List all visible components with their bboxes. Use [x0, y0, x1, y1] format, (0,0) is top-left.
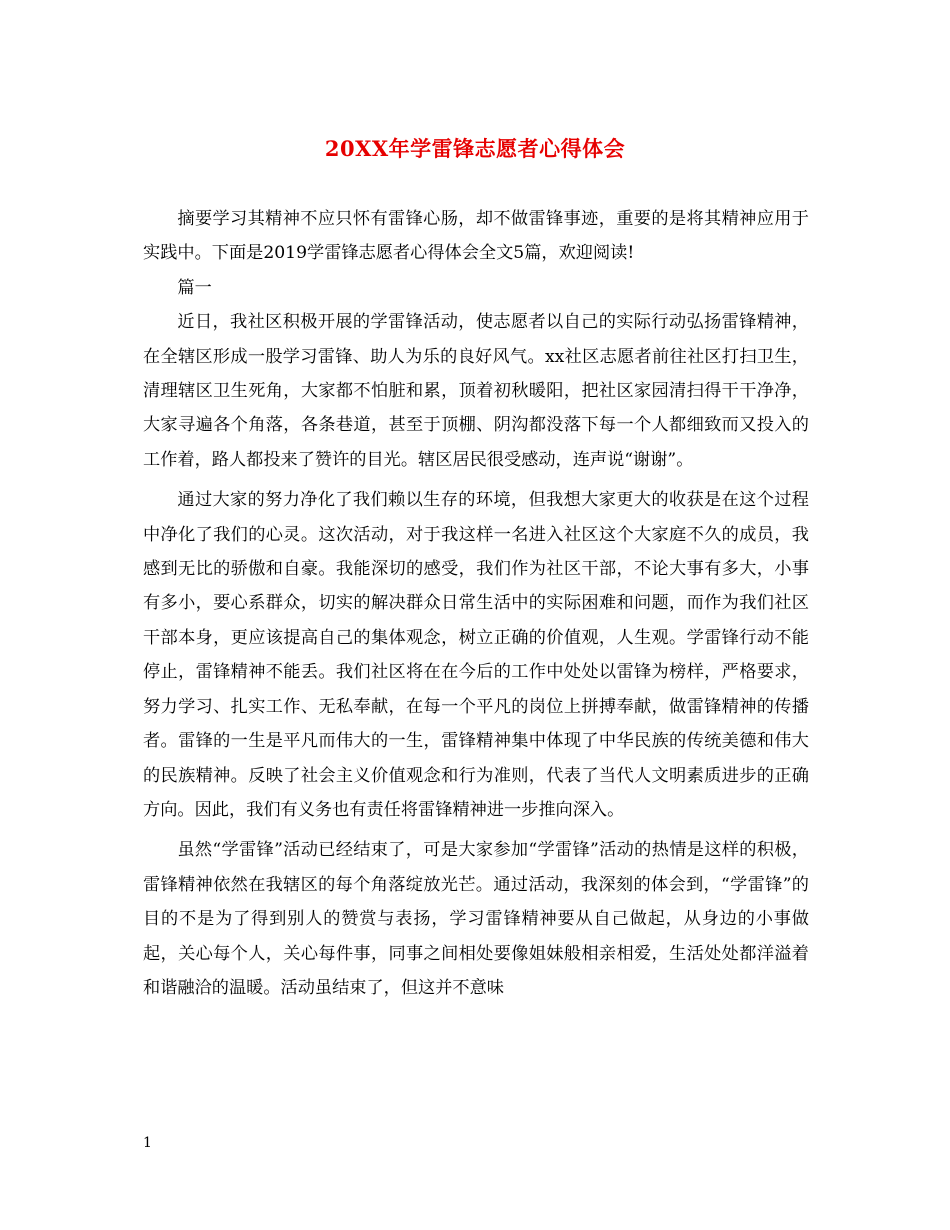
paragraph: 近日，我社区积极开展的学雷锋活动，使志愿者以自己的实际行动弘扬雷锋精神，在全辖区形成一股学习雷锋、助人为乐的良好风气。xx社区志愿者前往社区打扫卫生，清理辖区卫生死角，大家都不怕脏和累，顶着初秋暖阳，把社区家园清扫得干干净净，大家寻遍各个角落，各条巷道，甚至于顶棚、阴沟都没落下每一个人都细致而又投入的工作着，路人都投来了赞许的目光。辖区居民很受感动，连声说“谢谢”。	[143, 312, 809, 470]
paragraph-section-heading: 篇一	[177, 277, 212, 298]
page-number: 1	[143, 1135, 152, 1151]
document-body	[143, 202, 809, 1005]
paragraph: 通过大家的努力净化了我们赖以生存的环境，但我想大家更大的收获是在这个过程中净化了我们的心灵。这次活动，对于我这样一名进入社区这个大家庭不久的成员，我感到无比的骄傲和自豪。我能深切的感受，我们作为社区干部，不论大事有多大，小事有多小，要心系群众，切实的解决群众日常生活中的实际困难和问题，而作为我们社区干部本身，更应该提高自己的集体观念，树立正确的价值观，人生观。学雷锋行动不能停止，雷锋精神不能丢。我们社区将在在今后的工作中处处以雷锋为榜样，严格要求，努力学习、扎实工作、无私奉献，在每一个平凡的岗位上拼搏奉献，做雷锋精神的传播者。雷锋的一生是平凡而伟大的一生，雷锋精神集中体现了中华民族的传统美德和伟大的民族精神。反映了社会主义价值观念和行为准则，代表了当代人文明素质进步的正确方向。因此，我们有义务也有责任将雷锋精神进一步推向深入。	[143, 490, 809, 820]
paragraph: 虽然“学雷锋”活动已经结束了，可是大家参加“学雷锋”活动的热情是这样的积极，雷锋精神依然在我辖区的每个角落绽放光芒。通过活动，我深刻的体会到，“学雷锋”的目的不是为了得到别人的赞赏与表扬，学习雷锋精神要从自己做起，从身边的小事做起，关心每个人，关心每件事，同事之间相处要像姐妹般相亲相爱，生活处处都洋溢着和谐融洽的温暖。活动虽结束了，但这并不意味	[143, 840, 809, 998]
paragraph-abstract: 摘要学习其精神不应只怀有雷锋心肠，却不做雷锋事迹，重要的是将其精神应用于实践中。下面是2019学雷锋志愿者心得体会全文5篇，欢迎阅读!	[143, 209, 809, 264]
document-title: 20XX年学雷锋志愿者心得体会	[324, 136, 626, 161]
